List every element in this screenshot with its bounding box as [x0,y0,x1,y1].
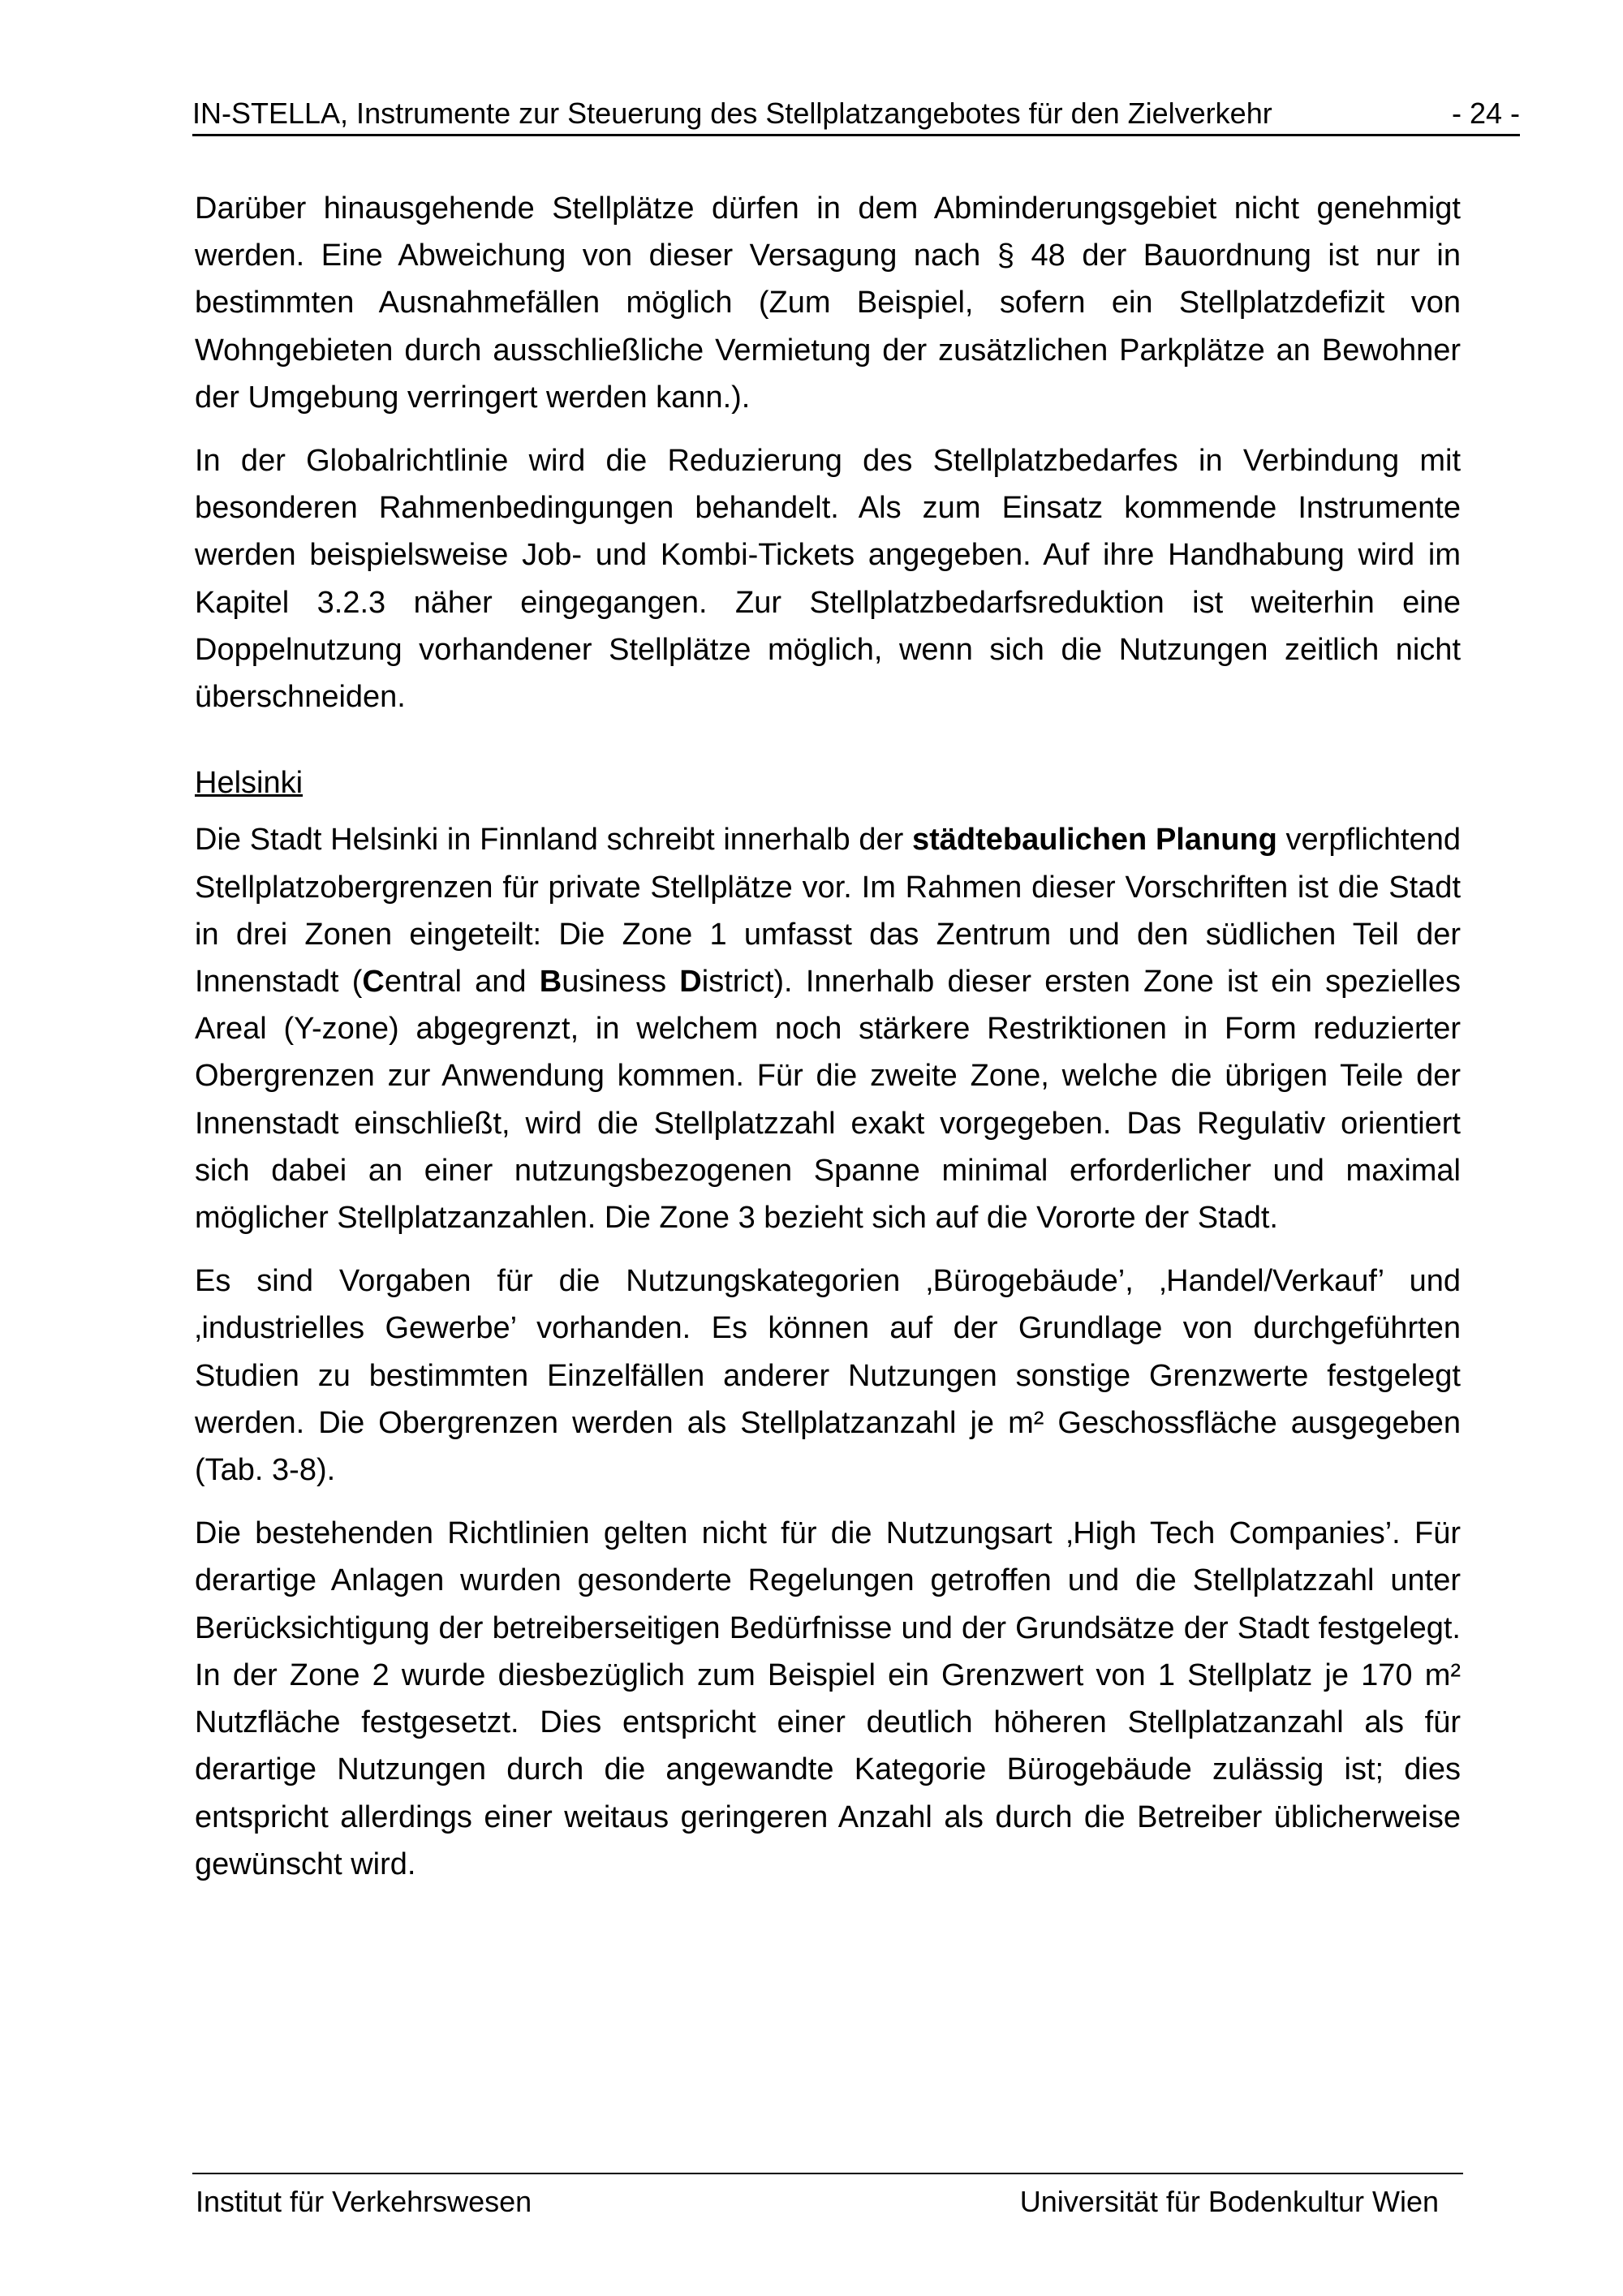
page-number: - 24 - [1451,97,1520,130]
page-footer [192,2173,1463,2229]
text-run: verpflichtend Stellplatzobergrenzen für private Stellplätze vor. Im Rahmen dieser Vorschriften ist die Stadt in drei Zonen eingeteilt: Die Zone 1 umfasst das Zentrum und den südlichen Teil der Innenstadt ( [195,823,1462,1000]
text-run: usiness [562,965,680,1000]
header-title: IN-STELLA, Instrumente zur Steuerung des Stellplatzangebotes für den Zielverkehr [192,97,1272,130]
main-content [195,185,1461,1904]
text-run: entral and [384,965,540,1000]
page-header [192,91,1520,136]
bold-term-planung: städtebaulichen Planung [911,823,1277,858]
footer-institute: Institut für Verkehrswesen [196,2185,532,2218]
text-run: Die Stadt Helsinki in Finnland schreibt innerhalb der [195,823,912,858]
section-heading-helsinki: Helsinki [195,766,304,801]
bold-letter-c: C [362,965,385,1000]
bold-letter-d: D [679,965,702,1000]
paragraph-high-tech: Die bestehenden Richtlinien gelten nicht für die Nutzungsart ‚High Tech Companies’. Für derartige Anlagen wurden gesonderte Regelungen getroffen und die Stellplatzzahl unter Berücksichtigung der betreiberseitigen Bedürfnisse und der Grundsätze der Stadt festgelegt. In der Zone 2 wurde diesbezüglich zum Beispiel ein Grenzwert von 1 Stellplatz je 170 m² Nutzfläche festgesetzt. Dies entspricht einer deutlich höheren Stellplatzanzahl als für derartige Nutzungen durch die angewandte Kategorie Bürogebäude zulässig ist; dies entspricht allerdings einer weitaus geringeren Anzahl als durch die Betreiber üblicherweise gewünscht wird. [195,1516,1461,1881]
footer-university: Universität für Bodenkultur Wien [1019,2185,1439,2218]
paragraph-nutzungskategorien: Es sind Vorgaben für die Nutzungskategorien ‚Bürogebäude’, ‚Handel/Verkauf’ und ‚industrielles Gewerbe’ vorhanden. Es können auf der Grundlage von durchgeführten Studien zu bestimmten Einzelfällen anderer Nutzungen sonstige Grenzwerte festgelegt werden. Die Obergrenzen werden als Stellplatzanzahl je m² Geschossfläche ausgegeben (Tab. 3-8). [195,1264,1461,1488]
paragraph-helsinki-zones [195,816,1461,1241]
paragraph-abminderungsgebiet: Darüber hinausgehende Stellplätze dürfen in dem Abminderungsgebiet nicht genehmigt werden. Eine Abweichung von dieser Versagung nach § 48 der Bauordnung ist nur in bestimmten Ausnahmefällen möglich (Zum Beispiel, sofern ein Stellplatzdefizit von Wohngebieten durch ausschließliche Vermietung der zusätzlichen Parkplätze an Bewohner der Umgebung verringert werden kann.). [195,191,1461,415]
text-run: istrict). Innerhalb dieser ersten Zone ist ein spezielles Areal (Y-zone) abgegrenzt, in welchem noch stärkere Restriktionen in Form reduzierter Obergrenzen zur Anwendung kommen. Für die zweite Zone, welche die übrigen Teile der Innenstadt einschließt, wird die Stellplatzzahl exakt vorgegeben. Das Regulativ orientiert sich dabei an einer nutzungsbezogenen Spanne minimal erforderlicher und maximal möglicher Stellplatzanzahlen. Die Zone 3 bezieht sich auf die Vororte der Stadt. [195,965,1462,1236]
bold-letter-b: B [539,965,562,1000]
paragraph-globalrichtlinie: In der Globalrichtlinie wird die Reduzierung des Stellplatzbedarfes in Verbindung mit besonderen Rahmenbedingungen behandelt. Als zum Einsatz kommende Instrumente werden beispielsweise Job- und Kombi-Tickets angegeben. Auf ihre Handhabung wird im Kapitel 3.2.3 näher eingegangen. Zur Stellplatzbedarfsreduktion ist weiterhin eine Doppelnutzung vorhandener Stellplätze möglich, wenn sich die Nutzungen zeitlich nicht überschneiden. [195,444,1461,715]
